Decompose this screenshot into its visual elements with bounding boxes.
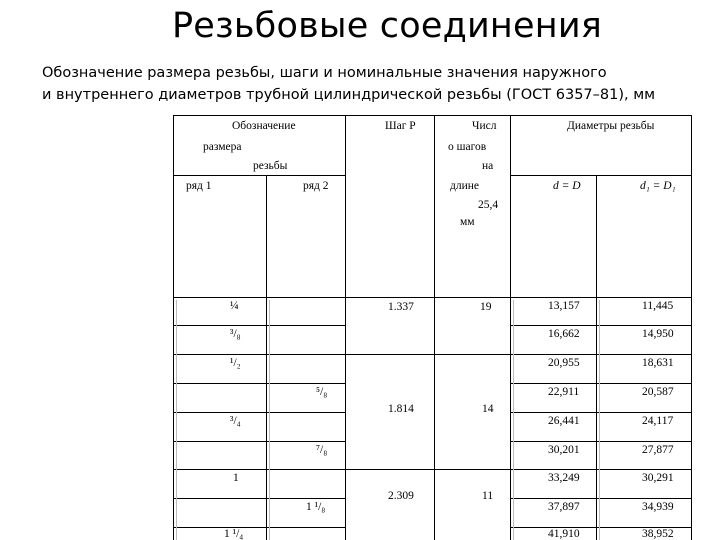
header-count-5: 25,4 <box>478 199 499 211</box>
header-count-1: Числ <box>472 120 497 132</box>
group-2-pitch: 1.814 <box>388 403 414 415</box>
group-1-pitch: 1.337 <box>388 301 414 313</box>
slide-title: Резьбовые соединения <box>172 6 603 46</box>
table-row-6-d: 33,249 <box>548 472 580 484</box>
table-row-4-d1: 24,117 <box>642 415 674 427</box>
header-pitch: Шаг P <box>385 120 416 132</box>
table-row-8-row1: 1 ¹/₄ <box>224 528 244 540</box>
table-row-8-d1: 38,952 <box>642 528 674 540</box>
table-row-6-row1: 1 <box>233 472 239 484</box>
header-row1: ряд 1 <box>186 180 212 192</box>
header-count-2: о шагов <box>448 141 487 153</box>
header-count-3: на <box>482 160 494 172</box>
table-row-7-d1: 34,939 <box>642 501 674 513</box>
table-row-4-d: 26,441 <box>548 415 580 427</box>
table-row-2-d1: 18,631 <box>642 357 674 369</box>
table-row-7-d: 37,897 <box>548 501 580 513</box>
slide-subtitle <box>42 62 655 106</box>
table-row-1-d1: 14,950 <box>642 328 674 340</box>
header-count-4: длине <box>450 180 480 192</box>
table-row-6-d1: 30,291 <box>642 472 674 484</box>
group-3-count: 11 <box>482 490 494 502</box>
group-3-pitch: 2.309 <box>388 490 414 502</box>
table-row-2-d: 20,955 <box>548 357 580 369</box>
subtitle-line-2: и внутреннего диаметров трубной цилиндрической резьбы (ГОСТ 6357–81), мм <box>42 87 656 103</box>
table-row-0-row1: ¼ <box>230 300 239 312</box>
table-row-3-d1: 20,587 <box>642 386 674 398</box>
header-designation-1: Обозначение <box>232 120 296 132</box>
table-row-0-d: 13,157 <box>548 300 580 312</box>
header-designation-3: резьбы <box>253 160 288 172</box>
table-row-5-d: 30,201 <box>548 444 580 456</box>
table-row-3-d: 22,911 <box>548 386 580 398</box>
header-d1: d₁ = D₁ <box>640 180 676 192</box>
table-row-7-row2: 1 ¹/₈ <box>306 501 326 513</box>
table-row-0-d1: 11,445 <box>642 300 674 312</box>
header-row2: ряд 2 <box>303 180 329 192</box>
table-row-4-row1: ³/₄ <box>230 415 241 427</box>
table-row-1-row1: ³/₈ <box>230 328 241 340</box>
header-count-6: мм <box>460 216 475 228</box>
header-diameters: Диаметры резьбы <box>567 120 655 132</box>
header-designation-2: размера <box>203 141 242 153</box>
table-row-3-row2: ⁵/₈ <box>316 386 328 398</box>
table-row-8-d: 41,910 <box>548 528 580 540</box>
group-2-count: 14 <box>482 403 494 415</box>
group-1-count: 19 <box>480 301 492 313</box>
table-row-2-row1: ¹/₂ <box>230 357 241 369</box>
table-row-5-d1: 27,877 <box>642 444 674 456</box>
subtitle-line-1: Обозначение размера резьбы, шаги и номинальные значения наружного <box>42 65 607 81</box>
header-d: d = D <box>553 180 581 192</box>
table-row-1-d: 16,662 <box>548 328 580 340</box>
table-row-5-row2: ⁷/₈ <box>316 444 328 456</box>
